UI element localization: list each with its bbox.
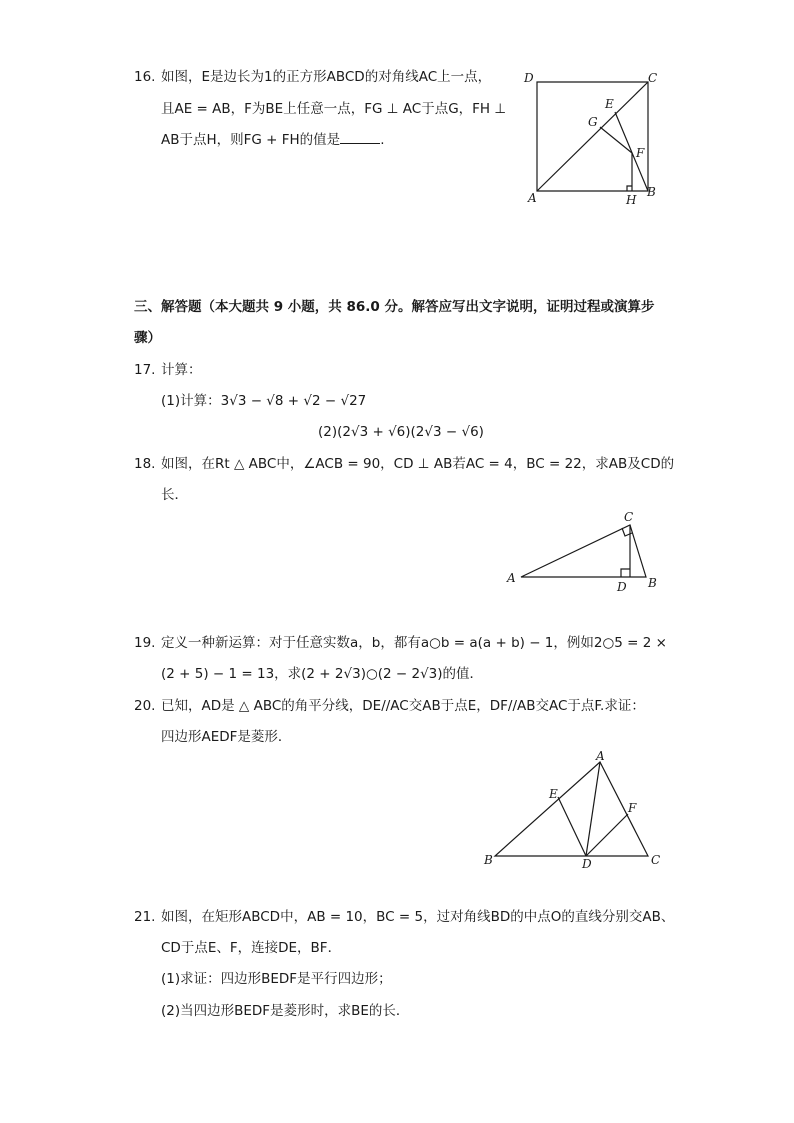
question-21-part-1: (1)求证：四边形BEDF是平行四边形；	[161, 971, 392, 987]
label-f: F	[636, 146, 645, 160]
label-a: A	[596, 749, 605, 763]
question-18-line-1: 如图，在Rt △ ABC中，∠ACB = 90，CD ⊥ AB若AC = 4，BC = 22，求AB及CD的	[161, 456, 675, 472]
question-20-line-1: 已知，AD是 △ ABC的角平分线，DE//AC交AB于点E，DF//AB交AC于点F.求证：	[161, 698, 645, 714]
label-d: D	[524, 71, 534, 85]
right-triangle-diagram	[505, 510, 665, 595]
label-f: F	[628, 801, 637, 815]
question-17-number: 17.	[134, 362, 156, 378]
question-18-number: 18.	[134, 456, 156, 472]
square-diagram	[522, 70, 662, 205]
label-d: D	[617, 580, 627, 594]
question-17-part-1: (1)计算：3√3 − √8 + √2 − √27	[161, 393, 367, 409]
label-c: C	[651, 853, 661, 867]
question-16-line-2: 且AE = AB，F为BE上任意一点，FG ⊥ AC于点G，FH ⊥	[161, 101, 507, 117]
label-b: B	[647, 185, 656, 199]
question-20-number: 20.	[134, 698, 156, 714]
section-3-header-line-2: 骤）	[134, 330, 161, 346]
question-21-part-2: (2)当四边形BEDF是菱形时，求BE的长．	[161, 1003, 410, 1019]
rhombus-triangle-diagram	[480, 745, 670, 870]
label-a: A	[507, 571, 516, 585]
question-19-line-2: (2 + 5) − 1 = 13，求(2 + 2√3)○(2 − 2√3)的值．	[161, 666, 484, 682]
question-19-number: 19.	[134, 635, 156, 651]
diagonal-ac	[537, 82, 648, 191]
right-angle-h	[627, 186, 632, 191]
question-16-line-3	[161, 131, 384, 149]
question-21-line-1: 如图，在矩形ABCD中，AB = 10，BC = 5，过对角线BD的中点O的直线分别交AB、	[161, 909, 675, 925]
label-c: C	[624, 510, 634, 524]
question-21-number: 21.	[134, 909, 156, 925]
segment-df	[586, 814, 628, 856]
section-3-header-line-1: 三、解答题（本大题共 9 小题，共 86.0 分。解答应写出文字说明，证明过程或演算步	[134, 299, 655, 315]
label-h: H	[626, 193, 637, 205]
label-b: B	[484, 853, 493, 867]
label-d: D	[582, 857, 592, 870]
right-angle-d	[621, 569, 630, 577]
label-c: C	[648, 71, 658, 85]
question-16-number: 16.	[134, 69, 156, 85]
segment-de	[558, 797, 586, 856]
question-19-line-1: 定义一种新运算：对于任意实数a，b，都有a○b = a(a + b) − 1，例如2○5 = 2 ×	[161, 635, 667, 651]
question-21-line-2: CD于点E、F，连接DE，BF．	[161, 940, 342, 956]
label-e: E	[549, 787, 558, 801]
label-g: G	[588, 115, 598, 129]
question-16-line-3-period: .	[380, 132, 385, 148]
question-17-part-2: (2)(2√3 + √6)(2√3 − √6)	[318, 424, 484, 440]
label-b: B	[648, 576, 657, 590]
question-18-line-2: 长．	[161, 487, 188, 503]
question-17-title: 计算：	[161, 362, 202, 378]
answer-blank	[340, 131, 380, 144]
label-a: A	[528, 191, 537, 205]
question-16-line-3-text: AB于点H，则FG + FH的值是	[161, 132, 341, 148]
triangle-abc	[495, 762, 648, 856]
label-e: E	[605, 97, 614, 111]
question-20-line-2: 四边形AEDF是菱形．	[161, 729, 292, 745]
question-16-line-1: 如图，E是边长为1的正方形ABCD的对角线AC上一点，	[161, 69, 492, 85]
bisector-ad	[586, 762, 600, 856]
